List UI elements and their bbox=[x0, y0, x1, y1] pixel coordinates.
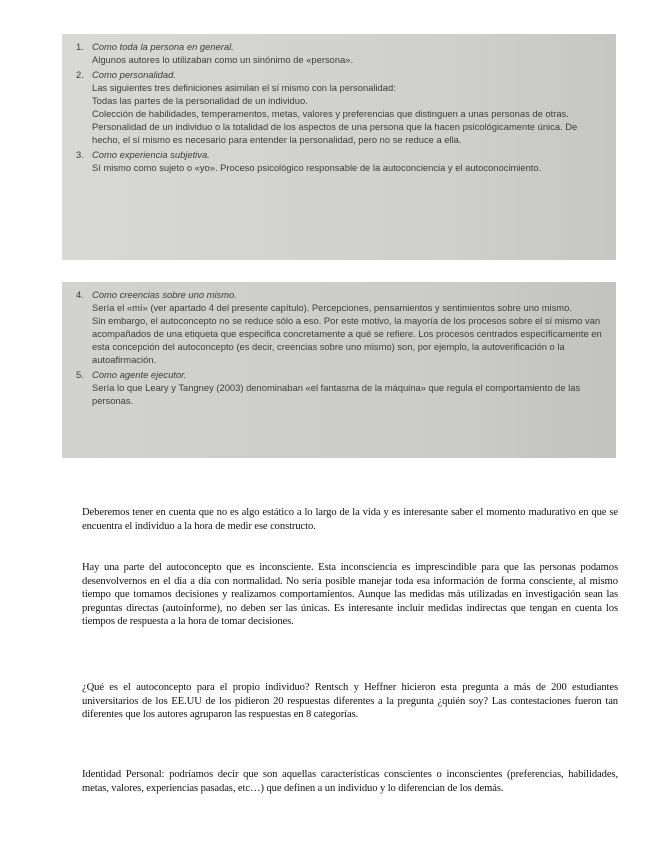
scanned-excerpt-2 bbox=[62, 282, 616, 458]
item-text: Algunos autores lo utilizaban como un sinónimo de «persona». bbox=[92, 54, 354, 65]
item-text: Sería lo que Leary y Tangney (2003) denominaban «el fantasma de la máquina» que regula el comportamiento de las personas. bbox=[92, 382, 581, 406]
definition-item bbox=[72, 288, 606, 366]
item-text: Sería el «mí» (ver apartado 4 del presente capítulo). Percepciones, pensamientos y sentimientos sobre uno mismo. bbox=[92, 302, 572, 313]
item-text: Colección de habilidades, temperamentos, metas, valores y preferencias que distinguen a unas personas de otras. bbox=[92, 108, 569, 119]
item-heading: Como toda la persona en general. bbox=[92, 41, 234, 52]
definition-item bbox=[72, 40, 606, 66]
item-number: 5. bbox=[76, 369, 84, 380]
paragraph-unconscious: Hay una parte del autoconcepto que es inconsciente. Esta inconsciencia es imprescindible para que las personas podamos desenvolvernos en el día a día con normalidad. No sería posible manejar toda esa información de forma consciente, al mismo tiempo que tomamos decisiones y realizamos comportamientos. Aunque las medidas más utilizadas en investigación sean las preguntas directas (autoinforme), no deben ser las únicas. Es interesante incluir medidas indirectas que tengan en cuenta los tiempos de respuesta a la hora de tomar decisiones. bbox=[82, 562, 618, 628]
item-text: Sí mismo como sujeto o «yo». Proceso psicológico responsable de la autoconciencia y el autoconocimiento. bbox=[92, 162, 542, 173]
item-text: Todas las partes de la personalidad de un individuo. bbox=[92, 95, 308, 106]
definition-item bbox=[72, 368, 606, 407]
definition-item bbox=[72, 148, 606, 174]
item-heading: Como personalidad. bbox=[92, 69, 176, 80]
item-heading: Como experiencia subjetiva. bbox=[92, 149, 210, 160]
item-text: Personalidad de un individuo o la totalidad de los aspectos de una persona que la hacen psicológicamente única. De hecho, el sí mismo es necesario para entender la personalidad, pero no se reduce a ella. bbox=[92, 121, 578, 145]
item-text: Sin embargo, el autoconcepto no se reduce sólo a eso. Por este motivo, la mayoría de los procesos sobre el sí mismo van acompañados de una etiqueta que especifica concretamente a qué se refiere. Los procesos centrados específicamente en esta concepción del autoconcepto (es decir, creencias sobre uno mismo) son, por ejemplo, la autoverificación o la autoafirmación. bbox=[92, 315, 602, 365]
definition-item bbox=[72, 68, 606, 146]
item-number: 4. bbox=[76, 289, 84, 300]
paragraph-development: Deberemos tener en cuenta que no es algo estático a lo largo de la vida y es interesante saber el momento madurativo en que se encuentra el individuo a la hora de medir ese constructo. bbox=[82, 507, 618, 532]
item-heading: Como creencias sobre uno mismo. bbox=[92, 289, 237, 300]
item-heading: Como agente ejecutor. bbox=[92, 369, 187, 380]
item-number: 2. bbox=[76, 69, 84, 80]
paragraph-personal-identity: Identidad Personal: podríamos decir que son aquellas características conscientes o inconscientes (preferencias, habilidades, metas, valores, experiencias pasadas, etc…) que definen a un individuo y lo diferencian de los demás. bbox=[82, 769, 618, 794]
item-text: Las siguientes tres definiciones asimilan el sí mismo con la personalidad: bbox=[92, 82, 396, 93]
paragraph-who-am-i: ¿Qué es el autoconcepto para el propio individuo? Rentsch y Heffner hicieron esta pregunta a más de 200 estudiantes universitarios de los EE.UU de los pidieron 20 respuestas diferentes a la pregunta ¿quién soy? Las contestaciones fueron tan diferentes que los autores agruparon las respuestas en 8 categorías. bbox=[82, 682, 618, 721]
definitions-list-1 bbox=[72, 40, 606, 174]
item-number: 3. bbox=[76, 149, 84, 160]
scanned-excerpt-1 bbox=[62, 34, 616, 260]
item-number: 1. bbox=[76, 41, 84, 52]
definitions-list-2 bbox=[72, 288, 606, 407]
